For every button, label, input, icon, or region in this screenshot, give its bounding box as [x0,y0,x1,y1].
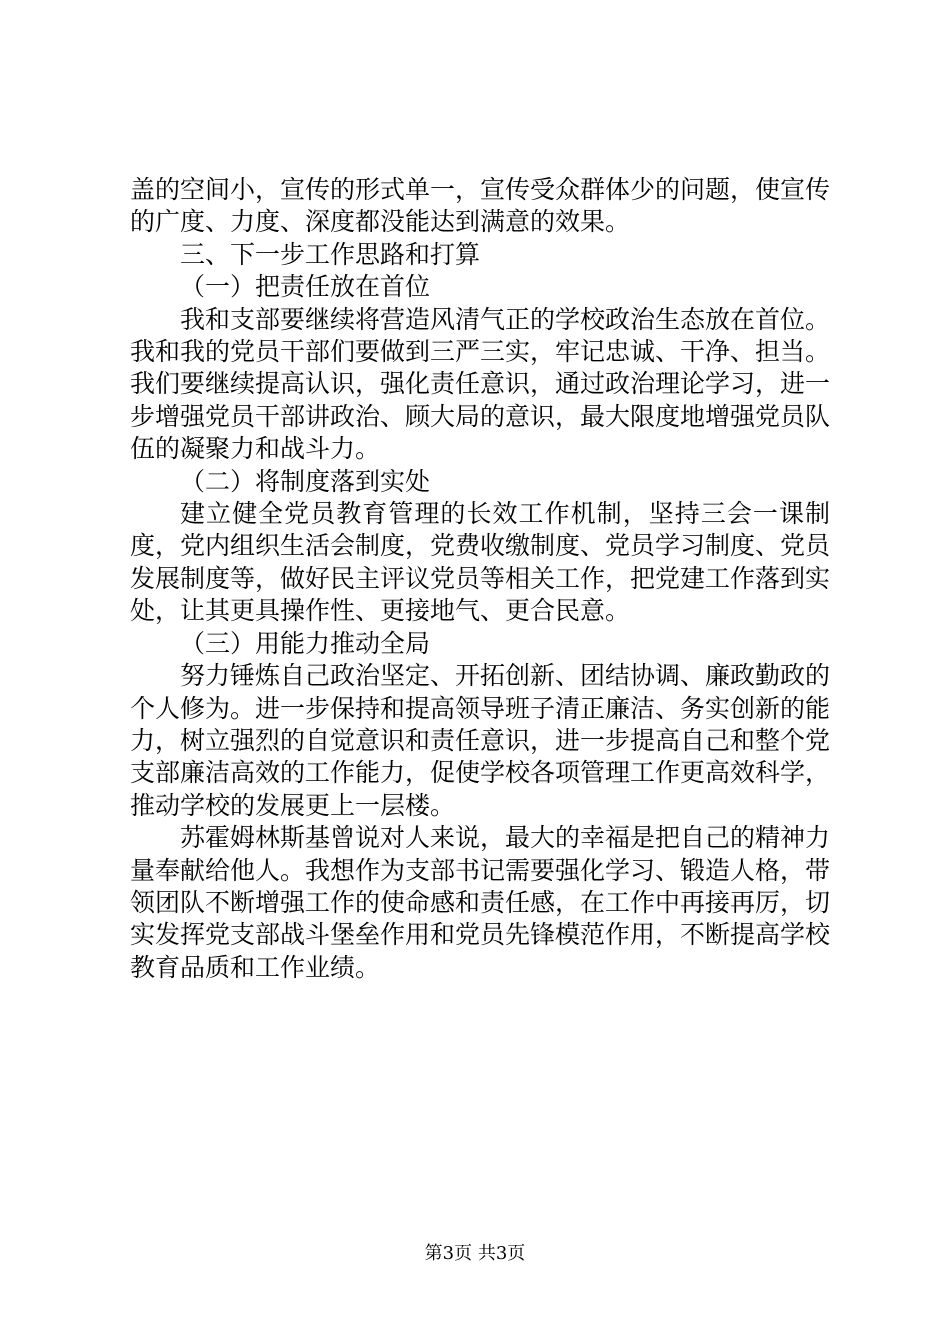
subheading-ability: （三）用能力推动全局 [180,628,431,658]
paragraph-closing: 苏霍姆林斯基曾说对人来说，最大的幸福是把自己的精神力量奉献给他人。我想作为支部书记需要强化学习、锻造人格，带领团队不断增强工作的使命感和责任感，在工作中再接再厉，切实发挥党支部战斗堡垒作用和党员先锋模范作用，不断提高学校教育品质和工作业绩。 [130,823,831,982]
subheading-system: （二）将制度落到实处 [180,466,431,496]
paragraph-ability: 努力锤炼自己政治坚定、开拓创新、团结协调、廉政勤政的个人修为。进一步保持和提高领导班子清正廉洁、务实创新的能力，树立强烈的自觉意识和责任意识，进一步提高自己和整个党支部廉洁高效的工作能力，促使学校各项管理工作更高效科学，推动学校的发展更上一层楼。 [130,661,831,820]
document-body [130,174,830,984]
paragraph-continuation: 盖的空间小，宣传的形式单一，宣传受众群体少的问题，使宣传的广度、力度、深度都没能达到满意的效果。 [130,175,831,237]
paragraph-system: 建立健全党员教育管理的长效工作机制，坚持三会一课制度，党内组织生活会制度，党费收缴制度、党员学习制度、党员发展制度等，做好民主评议党员等相关工作，把党建工作落到实处，让其更具操作性、更接地气、更合民意。 [130,499,831,626]
section-heading-next-steps: 三、下一步工作思路和打算 [180,239,481,269]
paragraph-responsibility: 我和支部要继续将营造风清气正的学校政治生态放在首位。我和我的党员干部们要做到三严三实，牢记忠诚、干净、担当。我们要继续提高认识，强化责任意识，通过政治理论学习，进一步增强党员干部讲政治、顾大局的意识，最大限度地增强党员队伍的凝聚力和战斗力。 [130,304,831,464]
page-footer: 第3页 共3页 [424,1243,526,1264]
subheading-responsibility: （一）把责任放在首位 [180,272,431,302]
